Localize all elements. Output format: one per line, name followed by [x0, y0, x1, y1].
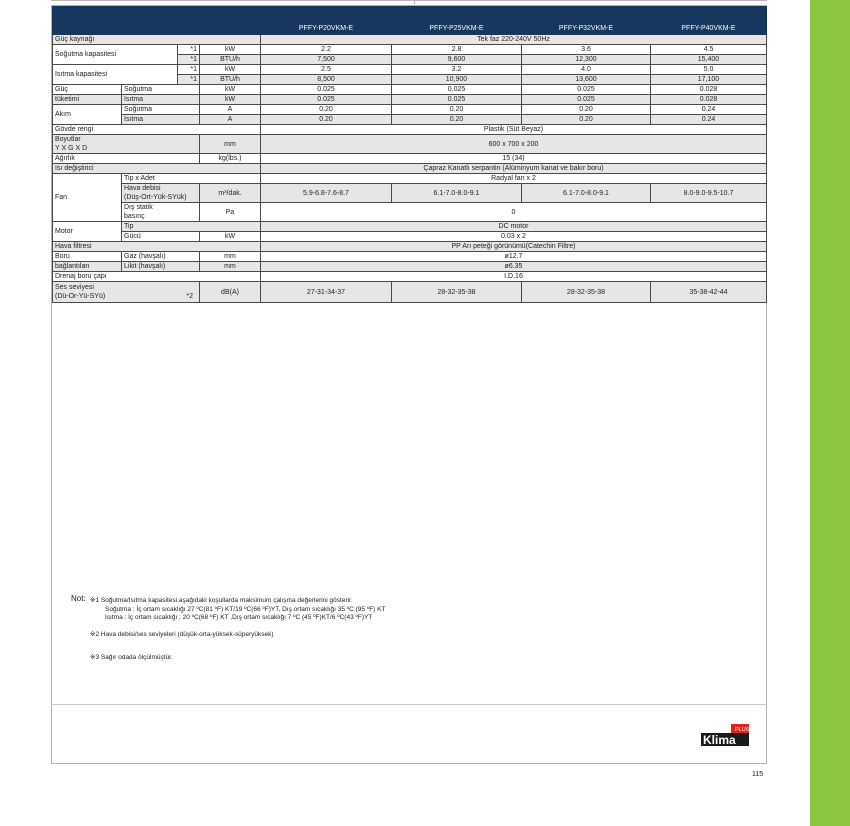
- row-label: Isı değiştirici: [53, 164, 261, 174]
- cell: 0.24: [651, 115, 767, 125]
- cell: 2.8: [392, 45, 522, 55]
- row-drain: [53, 272, 767, 282]
- row-current-cool: [53, 105, 767, 115]
- unit: kW: [200, 65, 261, 75]
- header-blank: [53, 7, 261, 35]
- note-mark: *1: [178, 55, 200, 65]
- unit: kW: [200, 45, 261, 55]
- sub-label: Tip: [122, 222, 261, 232]
- sub-label: Isıtma: [122, 95, 200, 105]
- cell: 0.20: [522, 105, 651, 115]
- cell: 5.9-6.8-7.6-8.7: [261, 184, 392, 203]
- note-1: ※1 Soğutma/Isıtma kapasitesi aşağıdaki koşullarda maksimum çalışma değerlerini gösterir.: [90, 597, 353, 604]
- cell: 5.0: [651, 65, 767, 75]
- top-rule: [51, 0, 767, 1]
- cell: 0.025: [392, 95, 522, 105]
- row-label-line: Boyutlar: [55, 136, 81, 143]
- note-mark: *1: [178, 75, 200, 85]
- sub-label-line: Hava debisi: [124, 185, 161, 192]
- cell: 7,500: [261, 55, 392, 65]
- footer-divider: [51, 704, 767, 705]
- side-accent-bar: [810, 0, 850, 826]
- cell: 4.5: [651, 45, 767, 55]
- row-value: I.D.16: [261, 272, 767, 282]
- row-label: Isıtma kapasitesi: [53, 65, 178, 85]
- cell: 15,400: [651, 55, 767, 65]
- cell: 28-32-35-38: [522, 282, 651, 303]
- sub-label: [122, 203, 200, 222]
- row-power-consumption-heat: [53, 95, 767, 105]
- note-1-cooling: Soğutma : İç ortam sıcaklığı 27 ºC(81 ºF) KT/19 ºC(66 ºF)YT, Dış ortam sıcaklığı 35 ºC (95 ºF) KT: [105, 606, 386, 613]
- row-label-line: [55, 292, 197, 301]
- top-tick: [414, 0, 415, 4]
- model-header: PFFY-P20VKM-E: [261, 7, 392, 35]
- row-label: Motor: [53, 222, 122, 242]
- cell: 12,300: [522, 55, 651, 65]
- row-label-text: (Dü-Or-Yü-SYü): [55, 293, 106, 300]
- row-value: 600 x 700 x 200: [261, 135, 767, 154]
- unit: mm: [200, 135, 261, 154]
- row-label: bağlantıları: [53, 262, 122, 272]
- logo-text: Klima: [703, 733, 736, 746]
- cell: 0.20: [261, 115, 392, 125]
- sub-label-line: basınç: [124, 213, 145, 220]
- unit: dB(A): [200, 282, 261, 303]
- cell: 0.025: [522, 85, 651, 95]
- row-label: Gövde rengi: [53, 125, 261, 135]
- row-label: [53, 135, 200, 154]
- unit: BTU/h: [200, 55, 261, 65]
- cell: 0.028: [651, 95, 767, 105]
- row-label: Boru: [53, 252, 122, 262]
- cell: 28-32-35-38: [392, 282, 522, 303]
- cell: 3.2: [392, 65, 522, 75]
- sub-label: Soğutma: [122, 85, 200, 95]
- cell: 10,900: [392, 75, 522, 85]
- row-power-consumption-cool: [53, 85, 767, 95]
- cell: 0.20: [522, 115, 651, 125]
- cell: 0.20: [392, 115, 522, 125]
- note-1-heating: Isıtma : İç ortam sıcaklığı ; 20 ºC(68 ºF) KT ,Dış ortam sıcaklığı 7 ºC (45 ºF)KT/6 ºC(43 ºF)YT: [105, 614, 373, 621]
- row-air-filter: [53, 242, 767, 252]
- row-fan-esp: [53, 203, 767, 222]
- cell: 6.1-7.0-8.0-9.1: [522, 184, 651, 203]
- cell: 17,100: [651, 75, 767, 85]
- row-label: Soğutma kapasitesi: [53, 45, 178, 65]
- note-3: ※3 Sağır odada ölçülmüştür.: [90, 654, 173, 661]
- row-sound: [53, 282, 767, 303]
- cell: 0.025: [261, 85, 392, 95]
- note-2: ※2 Hava debisi/ses seviyeleri (düşük-orta-yüksek-süperyüksek): [90, 631, 274, 638]
- sub-label: Isıtma: [122, 115, 200, 125]
- cell: 9,600: [392, 55, 522, 65]
- cell: 2.2: [261, 45, 392, 55]
- unit: kW: [200, 85, 261, 95]
- spec-table: [52, 6, 767, 303]
- row-label-line: Y X G X D: [55, 145, 88, 152]
- row-value: PP Arı peteği görünümü(Catechin Filtre): [261, 242, 767, 252]
- cell: 8,500: [261, 75, 392, 85]
- model-header: PFFY-P40VKM-E: [651, 7, 767, 35]
- cell: 2.5: [261, 65, 392, 75]
- row-heating-kw: [53, 65, 767, 75]
- klimaplus-logo: [701, 724, 767, 746]
- row-motor-power: [53, 232, 767, 242]
- cell: 13,600: [522, 75, 651, 85]
- row-value: DC motor: [261, 222, 767, 232]
- row-label: Ağırlık: [53, 154, 200, 164]
- row-value: Çapraz Kanatlı serpantin (Alüminyum kanat ve bakır boru): [261, 164, 767, 174]
- unit: A: [200, 105, 261, 115]
- sub-label: Soğutma: [122, 105, 200, 115]
- unit: kg(lbs.): [200, 154, 261, 164]
- row-value: Tek faz 220-240V 50Hz: [261, 35, 767, 45]
- sub-label: Tip x Adet: [122, 174, 261, 184]
- unit: BTU/h: [200, 75, 261, 85]
- row-label: tüketimi: [53, 95, 122, 105]
- unit: mm: [200, 252, 261, 262]
- sub-label: [122, 184, 200, 203]
- cell: 4.0: [522, 65, 651, 75]
- cell: 8.0-9.0-9.5-10.7: [651, 184, 767, 203]
- row-fan-type: [53, 174, 767, 184]
- unit: m³/dak.: [200, 184, 261, 203]
- cell: 0.025: [522, 95, 651, 105]
- sub-label: Gücü: [122, 232, 200, 242]
- note-mark: *2: [186, 293, 193, 300]
- row-label: Akım: [53, 105, 122, 125]
- row-label: [53, 282, 200, 303]
- row-value: 15 (34): [261, 154, 767, 164]
- row-label: Hava filtresi: [53, 242, 261, 252]
- unit: Pa: [200, 203, 261, 222]
- model-header: PFFY-P32VKM-E: [522, 7, 651, 35]
- cell: 0.20: [392, 105, 522, 115]
- cell: 0.20: [261, 105, 392, 115]
- page-number: 115: [752, 771, 764, 778]
- row-value: 0: [261, 203, 767, 222]
- row-label: Drenaj boru çapı: [53, 272, 261, 282]
- row-dimensions: [53, 135, 767, 154]
- row-current-heat: [53, 115, 767, 125]
- model-header: PFFY-P25VKM-E: [392, 7, 522, 35]
- table-header-row: [53, 7, 767, 35]
- cell: 0.025: [261, 95, 392, 105]
- unit: A: [200, 115, 261, 125]
- sub-label: Gaz (havşalı): [122, 252, 200, 262]
- row-heat-exchanger: [53, 164, 767, 174]
- row-weight: [53, 154, 767, 164]
- notes-label: Not:: [71, 594, 86, 603]
- logo-badge: PLUS: [735, 727, 750, 733]
- cell: 0.24: [651, 105, 767, 115]
- unit: kW: [200, 232, 261, 242]
- sub-label-line: (Düş-Ort-Yük-SYük): [124, 194, 187, 201]
- row-label-line: Ses seviyesi: [55, 284, 94, 291]
- cell: 0.028: [651, 85, 767, 95]
- row-value: Plastik (Süt Beyaz): [261, 125, 767, 135]
- row-label: Güç: [53, 85, 122, 95]
- cell: 0.025: [392, 85, 522, 95]
- unit: kW: [200, 95, 261, 105]
- cell: 35-38-42-44: [651, 282, 767, 303]
- row-piping-gas: [53, 252, 767, 262]
- note-mark: *1: [178, 65, 200, 75]
- row-value: Radyal fan x 2: [261, 174, 767, 184]
- row-motor-type: [53, 222, 767, 232]
- row-power-supply: [53, 35, 767, 45]
- row-fan-airflow: [53, 184, 767, 203]
- cell: 27-31-34-37: [261, 282, 392, 303]
- row-label: Güç kaynağı: [53, 35, 261, 45]
- cell: 6.1-7.0-8.0-9.1: [392, 184, 522, 203]
- cell: 3.6: [522, 45, 651, 55]
- unit: mm: [200, 262, 261, 272]
- sub-label: Likit (havşalı): [122, 262, 200, 272]
- note-mark: *1: [178, 45, 200, 55]
- row-body-color: [53, 125, 767, 135]
- row-value: 0.03 x 2: [261, 232, 767, 242]
- row-value: ø12.7: [261, 252, 767, 262]
- row-value: ø6.35: [261, 262, 767, 272]
- row-cooling-kw: [53, 45, 767, 55]
- row-label: Fan: [53, 174, 122, 222]
- row-piping-liquid: [53, 262, 767, 272]
- sub-label-line: Dış statik: [124, 204, 153, 211]
